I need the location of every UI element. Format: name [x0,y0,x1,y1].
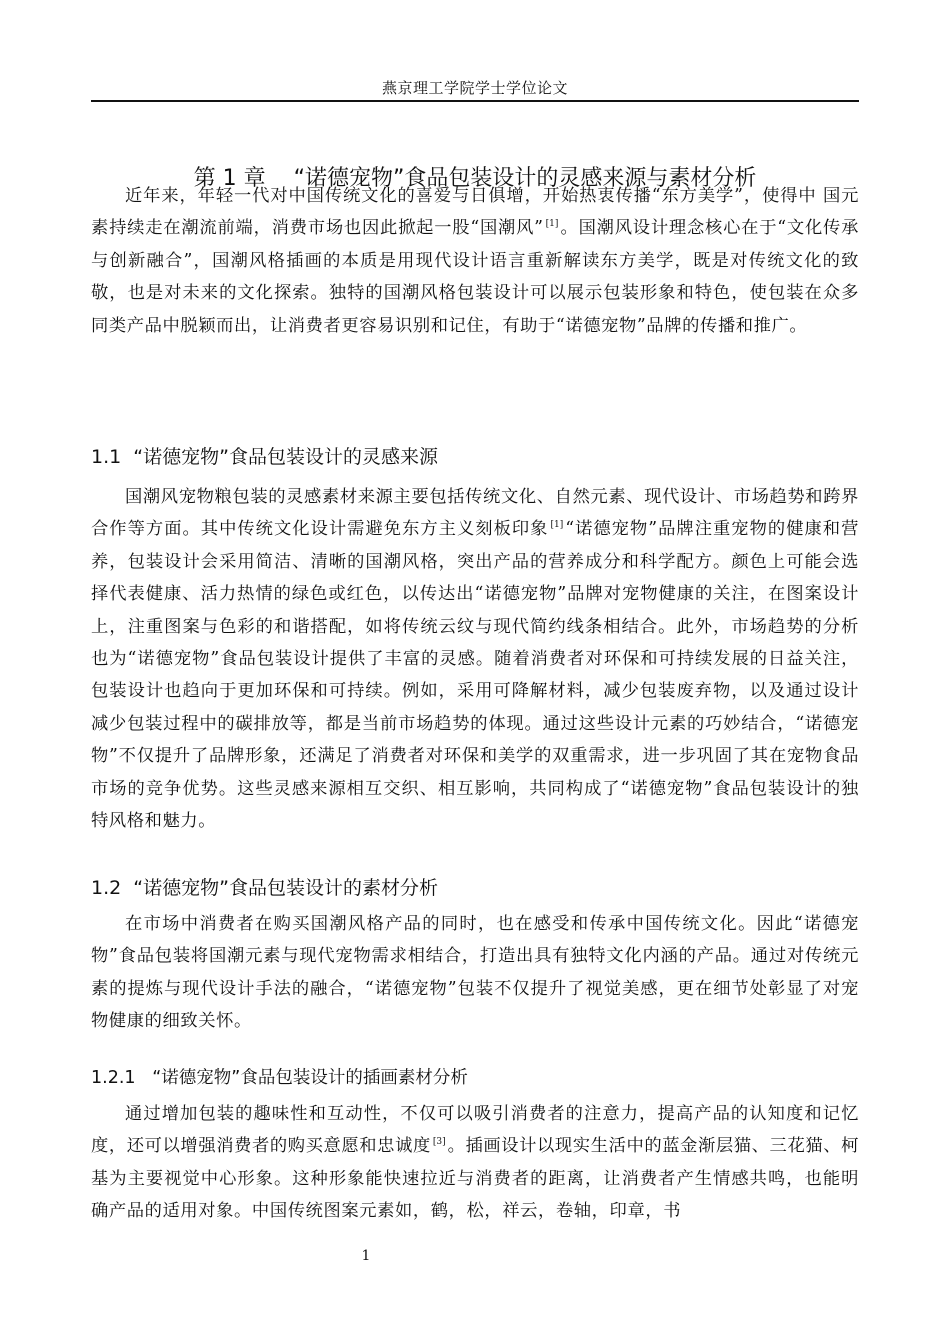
citation-1b: [1] [550,520,564,531]
intro-paragraph [91,180,859,342]
citation-1: [1] [545,219,559,230]
section-heading-1-2: 1.2 “诺德宠物”食品包装设计的素材分析 [91,877,438,899]
intro-text-b: 。国潮风设计理念核心在于“文化传承与创新融合”，国潮风格插画的本质是用现代设计语言重新解读东方美学，既是对传统文化的致敬，也是对未来的文化探索。独特的国潮风格包装设计可以展示包装形象和特色，使包装在众多同类产品中脱颖而出，让消费者更容易识别和记住，有助于“诺德宠物”品牌的传播和推广。 [91,218,859,336]
section-1-2-1-text-a: 通过增加包装的趣味性和互动性，不仅可以吸引消费者的注意力，提高产品的认知度和记忆度，还可以增强消费者的购买意愿和忠诚度 [91,1104,859,1157]
header-rule [91,100,859,102]
section-1-2-paragraph: 在市场中消费者在购买国潮风格产品的同时，也在感受和传承中国传统文化。因此“诺德宠物”食品包装将国潮元素与现代宠物需求相结合，打造出具有独特文化内涵的产品。通过对传统元素的提炼与现代设计手法的融合，“诺德宠物”包装不仅提升了视觉美感，更在细节处彰显了对宠物健康的细致关怀。 [91,914,859,1032]
section-1-1-paragraph [91,481,859,837]
section-heading-1-1: 1.1 “诺德宠物”食品包装设计的灵感来源 [91,446,438,468]
citation-3: [3] [432,1137,446,1148]
page-number: 1 [361,1248,371,1264]
section-heading-1-2-1: 1.2.1 “诺德宠物”食品包装设计的插画素材分析 [91,1068,468,1088]
section-1-1-text-a: 国潮风宠物粮包装的灵感素材来源主要包括传统文化、自然元素、现代设计、市场趋势和跨界合作等方面。其中传统文化设计需避免东方主义刻板印象 [91,487,859,540]
section-1-2-1-text-b: 。插画设计以现实生活中的蓝金渐层猫、三花猫、柯基为主要视觉中心形象。这种形象能快速拉近与消费者的距离，让消费者产生情感共鸣，也能明确产品的适用对象。中国传统图案元素如，鹤，松，祥云，卷轴，印章，书 [91,1136,859,1222]
section-1-1-text-b: “诺德宠物”品牌注重宠物的健康和营养，包装设计会采用简洁、清晰的国潮风格，突出产品的营养成分和科学配方。颜色上可能会选择代表健康、活力热情的绿色或红色，以传达出“诺德宠物”品牌对宠物健康的关注，在图案设计上，注重图案与色彩的和谐搭配，如将传统云纹与现代简约线条相结合。此外，市场趋势的分析也为“诺德宠物”食品包装设计提供了丰富的灵感。随着消费者对环保和可持续发展的日益关注，包装设计也趋向于更加环保和可持续。例如，采用可降解材料，减少包装废弃物，以及通过设计减少包装过程中的碳排放等，都是当前市场趋势的体现。通过这些设计元素的巧妙结合，“诺德宠物”不仅提升了品牌形象，还满足了消费者对环保和美学的双重需求，进一步巩固了其在宠物食品市场的竞争优势。这些灵感来源相互交织、相互影响，共同构成了“诺德宠物”食品包装设计的独特风格和魅力。 [91,519,859,832]
section-1-2-1-paragraph [91,1098,859,1228]
chapter-title: 第 1 章 “诺德宠物”食品包装设计的灵感来源与素材分析 [193,165,757,191]
running-header: 燕京理工学院学士学位论文 [381,79,568,97]
intro-text-a: 近年来，年轻一代对中国传统文化的喜爱与日俱增，开始热衷传播“东方美学”，使得中 国元素持续走在潮流前端，消费市场也因此掀起一股“国潮风” [91,186,859,239]
